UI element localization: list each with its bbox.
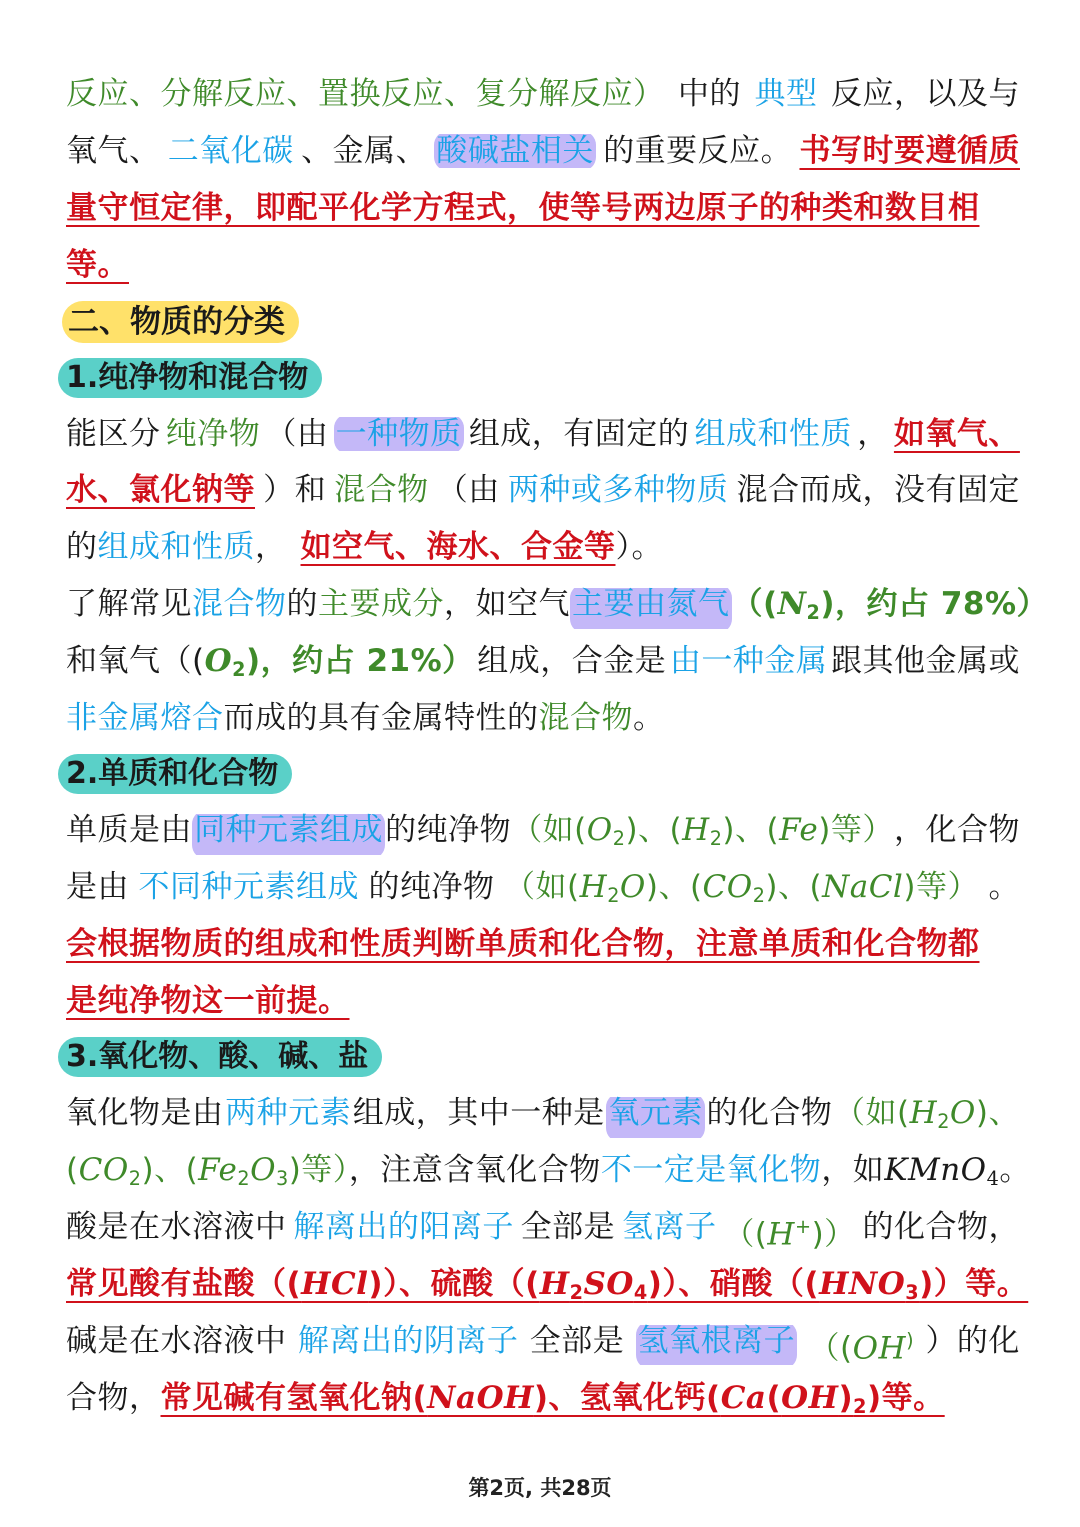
paragraph-line [66,924,1020,964]
text-segment: 。 [633,700,665,736]
text-segment: 反应、分解反应、置换反应、复分解反应） [66,76,665,112]
text-segment: 混合物 [334,472,429,508]
text-segment: 不同种元素组成 [138,869,360,905]
text-segment: 中的 [678,76,741,112]
text-segment: 氧气、 [66,133,161,169]
text-segment: 纯净物 [165,416,261,452]
paragraph-line [66,1264,1029,1313]
emphasis-text: 如空气、海水、合金等 [300,529,616,565]
text-segment: 解离出的阴离子 [297,1323,519,1359]
text-segment: 的 [286,586,318,622]
emphasis-text: 常见碱有氢氧化钠(NaOH)、氢氧化钙$(Ca(OH)_2)$等。 [160,1380,945,1418]
formula-text: （如$(H_2O)$、 [834,1095,1020,1133]
text-segment: （由 [265,416,329,452]
text-segment: 、金属、 [301,133,428,169]
text-segment: 解离出的阳离子 [293,1209,514,1245]
formula-text: 和氧气（$(O_2)$，约占 21%） [66,643,474,681]
subsection-heading: 1.纯净物和混合物 [58,358,322,398]
text-segment: 二氧化碳 [167,133,294,169]
text-segment: ）的化 [925,1323,1020,1359]
text-segment: 主要成分 [318,586,444,622]
section-heading: 二、物质的分类 [62,301,299,343]
text-segment: 两种或多种物质 [507,472,729,508]
text-segment: 混合而成，没有固定 [736,472,1020,508]
paragraph-line [66,1207,1020,1255]
text-segment: ，如空气 [444,586,570,622]
text-segment: 组成，有固定的 [468,416,690,452]
text-segment: 。 [988,869,1020,905]
paragraph-line [66,131,1020,171]
paragraph-line [66,414,1020,454]
text-segment: 而成的具有金属特性的 [223,700,539,736]
text-segment: 不一定是氧化物 [600,1152,822,1188]
text-segment: ，注意含氧化合物 [348,1152,601,1188]
paragraph-line [66,1150,1031,1199]
paragraph-line [66,74,1020,114]
text-segment: 合物， [66,1380,161,1416]
paragraph-line [66,698,1020,738]
text-segment: 酸是在水溶液中 [66,1209,287,1245]
emphasis-text: 量守恒定律，即配平化学方程式，使等号两边原子的种类和数目相 [66,190,980,226]
emphasis-text: 会根据物质的组成和性质判断单质和化合物，注意单质和化合物都 [66,926,980,962]
text-segment: 的 [66,529,98,565]
paragraph-line [66,470,1020,510]
paragraph-line [66,245,1020,285]
text-segment: 组成，合金是 [477,643,667,679]
text-segment: 的化合物 [706,1095,833,1131]
paragraph-line [66,867,1020,916]
paragraph-line [66,1378,1020,1427]
paragraph-line [66,1321,1020,1369]
highlighted-term: 一种物质 [335,416,462,452]
text-segment: 全部是 [529,1323,625,1359]
formula-text: （$(N_2)$，约占 78%） [731,586,1049,624]
text-segment: 是由 [66,869,129,905]
highlighted-term: 酸碱盐相关 [436,133,594,169]
paragraph-line [66,1093,1020,1142]
text-segment: 单质是由 [66,812,192,848]
text-segment: 氢离子 [621,1209,717,1245]
text-segment: 组成和性质 [694,416,853,452]
text-segment: 全部是 [520,1209,616,1245]
text-segment: 的化合物， [862,1209,1020,1245]
subsection-heading: 2.单质和化合物 [58,754,292,794]
text-segment: 的纯净物 [385,812,512,848]
emphasis-text: 常见酸有盐酸（(HCl)）、硫酸$((H_2SO_4))$、硝酸$((HNO_3))$等。 [66,1266,1029,1304]
formula-text: （如$(H_2O)$、$(CO_2)$、(NaCl)等） [504,869,979,907]
emphasis-text: 是纯净物这一前提。 [66,983,350,1019]
text-segment: 两种元素 [225,1095,352,1131]
emphasis-text: 书写时要遵循质 [799,133,1020,169]
page-number: 第2页, 共28页 [468,1476,612,1500]
text-segment: 的纯净物 [368,869,495,905]
text-segment: 混合物 [192,586,287,622]
text-segment: ，化合物 [893,812,1020,848]
text-segment: 碱是在水溶液中 [66,1323,287,1359]
text-segment: ， [857,416,889,452]
text-segment: 的重要反应。 [603,133,793,169]
emphasis-text: 如氧气、 [893,416,1020,452]
text-segment: 跟其他金属或 [831,643,1020,679]
highlighted-term: 主要由氮气 [570,584,732,633]
formula-text: （(H+)） [723,1215,856,1253]
formula-text: KMnO$_4$ [884,1152,1000,1190]
emphasis-text: 等。 [66,247,129,283]
formula-text: $(CO_2)$、$(Fe_2O_3)$等） [66,1152,349,1190]
paragraph-line [66,527,1020,567]
formula-text: （(OH) [808,1329,915,1367]
text-segment: （由 [436,472,500,508]
text-segment: 组成，其中一种是 [352,1095,605,1131]
paragraph-line [66,981,1020,1021]
text-segment: 混合物 [538,700,633,736]
paragraph-line [66,641,1020,690]
text-segment: ）。 [615,529,663,565]
text-segment: 氧化物是由 [66,1095,224,1131]
text-segment: 。 [999,1152,1031,1188]
text-segment: 组成和性质 [97,529,255,565]
text-segment: 非金属熔合 [66,700,224,736]
emphasis-text: 水、氯化钠等 [66,472,255,508]
text-segment: 能区分 [66,416,161,452]
text-segment: 典型 [754,76,818,112]
text-segment: 由一种金属 [669,643,828,679]
paragraph-line [66,810,1020,859]
paragraph-line [66,188,1020,228]
text-segment: ， [255,529,287,565]
text-segment: ）和 [263,472,327,508]
text-segment: 了解常见 [66,586,192,622]
highlighted-term: 氢氧根离子 [636,1321,798,1369]
subsection-heading: 3.氧化物、酸、碱、盐 [58,1037,382,1077]
text-segment: 反应，以及与 [831,76,1020,112]
formula-text: （如$(O_2)$、$(H_2)$、(Fe)等） [511,812,894,850]
paragraph-line [66,584,1049,633]
highlighted-term: 氧元素 [606,1093,705,1142]
highlighted-term: 同种元素组成 [192,810,385,859]
text-segment: ，如 [821,1152,885,1188]
